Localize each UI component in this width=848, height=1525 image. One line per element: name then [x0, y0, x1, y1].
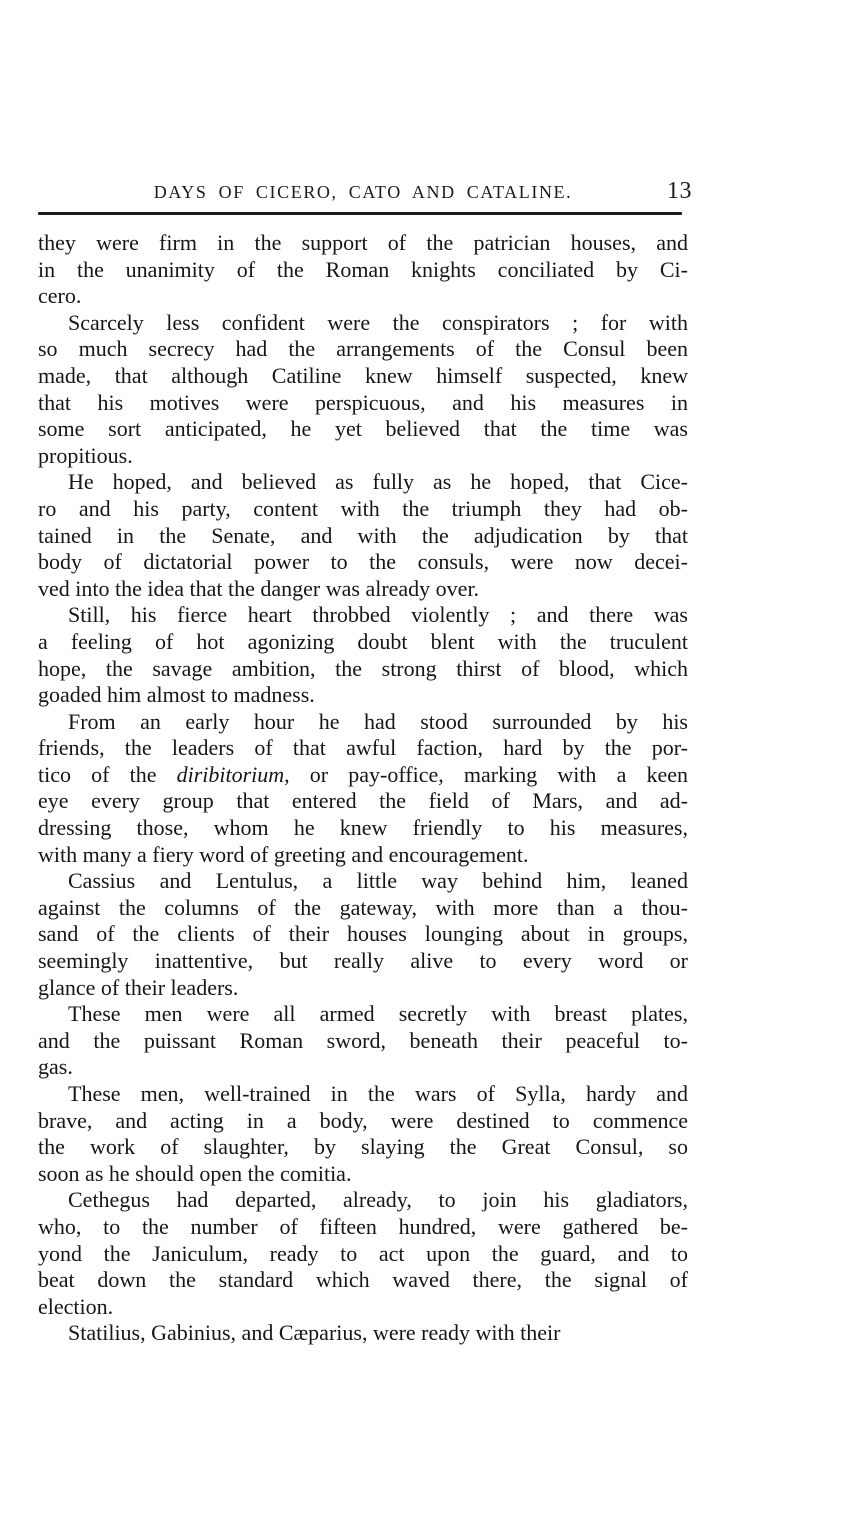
text-line: a feeling of hot agonizing doubt blent with the truculent	[38, 628, 688, 654]
text-line: so much secrecy had the arrangements of the Consul been	[38, 336, 688, 362]
text-line: He hoped, and believed as fully as he hoped, that Cice-	[68, 469, 688, 495]
text-line: that his motives were perspicuous, and his measures in	[38, 389, 688, 415]
text-column	[38, 178, 692, 1347]
text-line: eye every group that entered the field of Mars, and ad-	[38, 788, 688, 814]
text-line: cero.	[38, 283, 82, 309]
text-line: tico of the diribitorium, or pay-office, marking with a keen	[38, 761, 688, 787]
text-line: the work of slaughter, by slaying the Great Consul, so	[38, 1134, 688, 1160]
text-line: yond the Janiculum, ready to act upon the guard, and to	[38, 1240, 688, 1266]
text-line: with many a fiery word of greeting and encouragement.	[38, 841, 529, 867]
text-line: some sort anticipated, he yet believed that the time was	[38, 416, 688, 442]
page-number: 13	[667, 178, 692, 204]
text-line: against the columns of the gateway, with more than a thou-	[38, 894, 688, 920]
text-line: Cassius and Lentulus, a little way behind him, leaned	[68, 868, 688, 894]
text-line: seemingly inattentive, but really alive to every word or	[38, 948, 688, 974]
header-rule	[38, 212, 682, 215]
text-line: hope, the savage ambition, the strong thirst of blood, which	[38, 655, 688, 681]
text-line: beat down the standard which waved there, the signal of	[38, 1267, 688, 1293]
text-line: in the unanimity of the Roman knights conciliated by Ci-	[38, 256, 688, 282]
page-body	[38, 230, 688, 1347]
text-line: propitious.	[38, 442, 133, 468]
text-line: From an early hour he had stood surrounded by his	[68, 708, 688, 734]
text-line: tained in the Senate, and with the adjudication by that	[38, 522, 688, 548]
text-line: glance of their leaders.	[38, 974, 239, 1000]
text-line: and the puissant Roman sword, beneath their peaceful to-	[38, 1027, 688, 1053]
text-line: ved into the idea that the danger was already over.	[38, 575, 480, 601]
text-line: who, to the number of fifteen hundred, were gathered be-	[38, 1213, 688, 1239]
text-line: dressing those, whom he knew friendly to his measures,	[38, 815, 688, 841]
text-line: ro and his party, content with the triumph they had ob-	[38, 495, 688, 521]
text-line: soon as he should open the comitia.	[38, 1160, 352, 1186]
running-header	[38, 178, 692, 209]
text-line: friends, the leaders of that awful faction, hard by the por-	[38, 735, 688, 761]
text-line: Statilius, Gabinius, and Cæparius, were ready with their	[68, 1320, 561, 1346]
text-line: Scarcely less confident were the conspirators ; for with	[68, 309, 688, 335]
text-line: brave, and acting in a body, were destined to commence	[38, 1107, 688, 1133]
text-line: These men were all armed secretly with breast plates,	[68, 1001, 688, 1027]
running-header-title: DAYS OF CICERO, CATO AND CATALINE.	[153, 182, 573, 202]
text-line: Cethegus had departed, already, to join his gladiators,	[68, 1187, 688, 1213]
text-line: goaded him almost to madness.	[38, 682, 315, 708]
text-line: they were firm in the support of the patrician houses, and	[38, 230, 688, 255]
text-line: gas.	[38, 1054, 73, 1080]
text-line: made, that although Catiline knew himself suspected, knew	[38, 362, 688, 388]
text-line: sand of the clients of their houses lounging about in groups,	[38, 921, 688, 947]
text-line: body of dictatorial power to the consuls, were now decei-	[38, 549, 688, 575]
text-line: These men, well-trained in the wars of Sylla, hardy and	[68, 1081, 688, 1106]
text-line: election.	[38, 1293, 114, 1319]
text-line: Still, his fierce heart throbbed violently ; and there was	[68, 602, 688, 628]
